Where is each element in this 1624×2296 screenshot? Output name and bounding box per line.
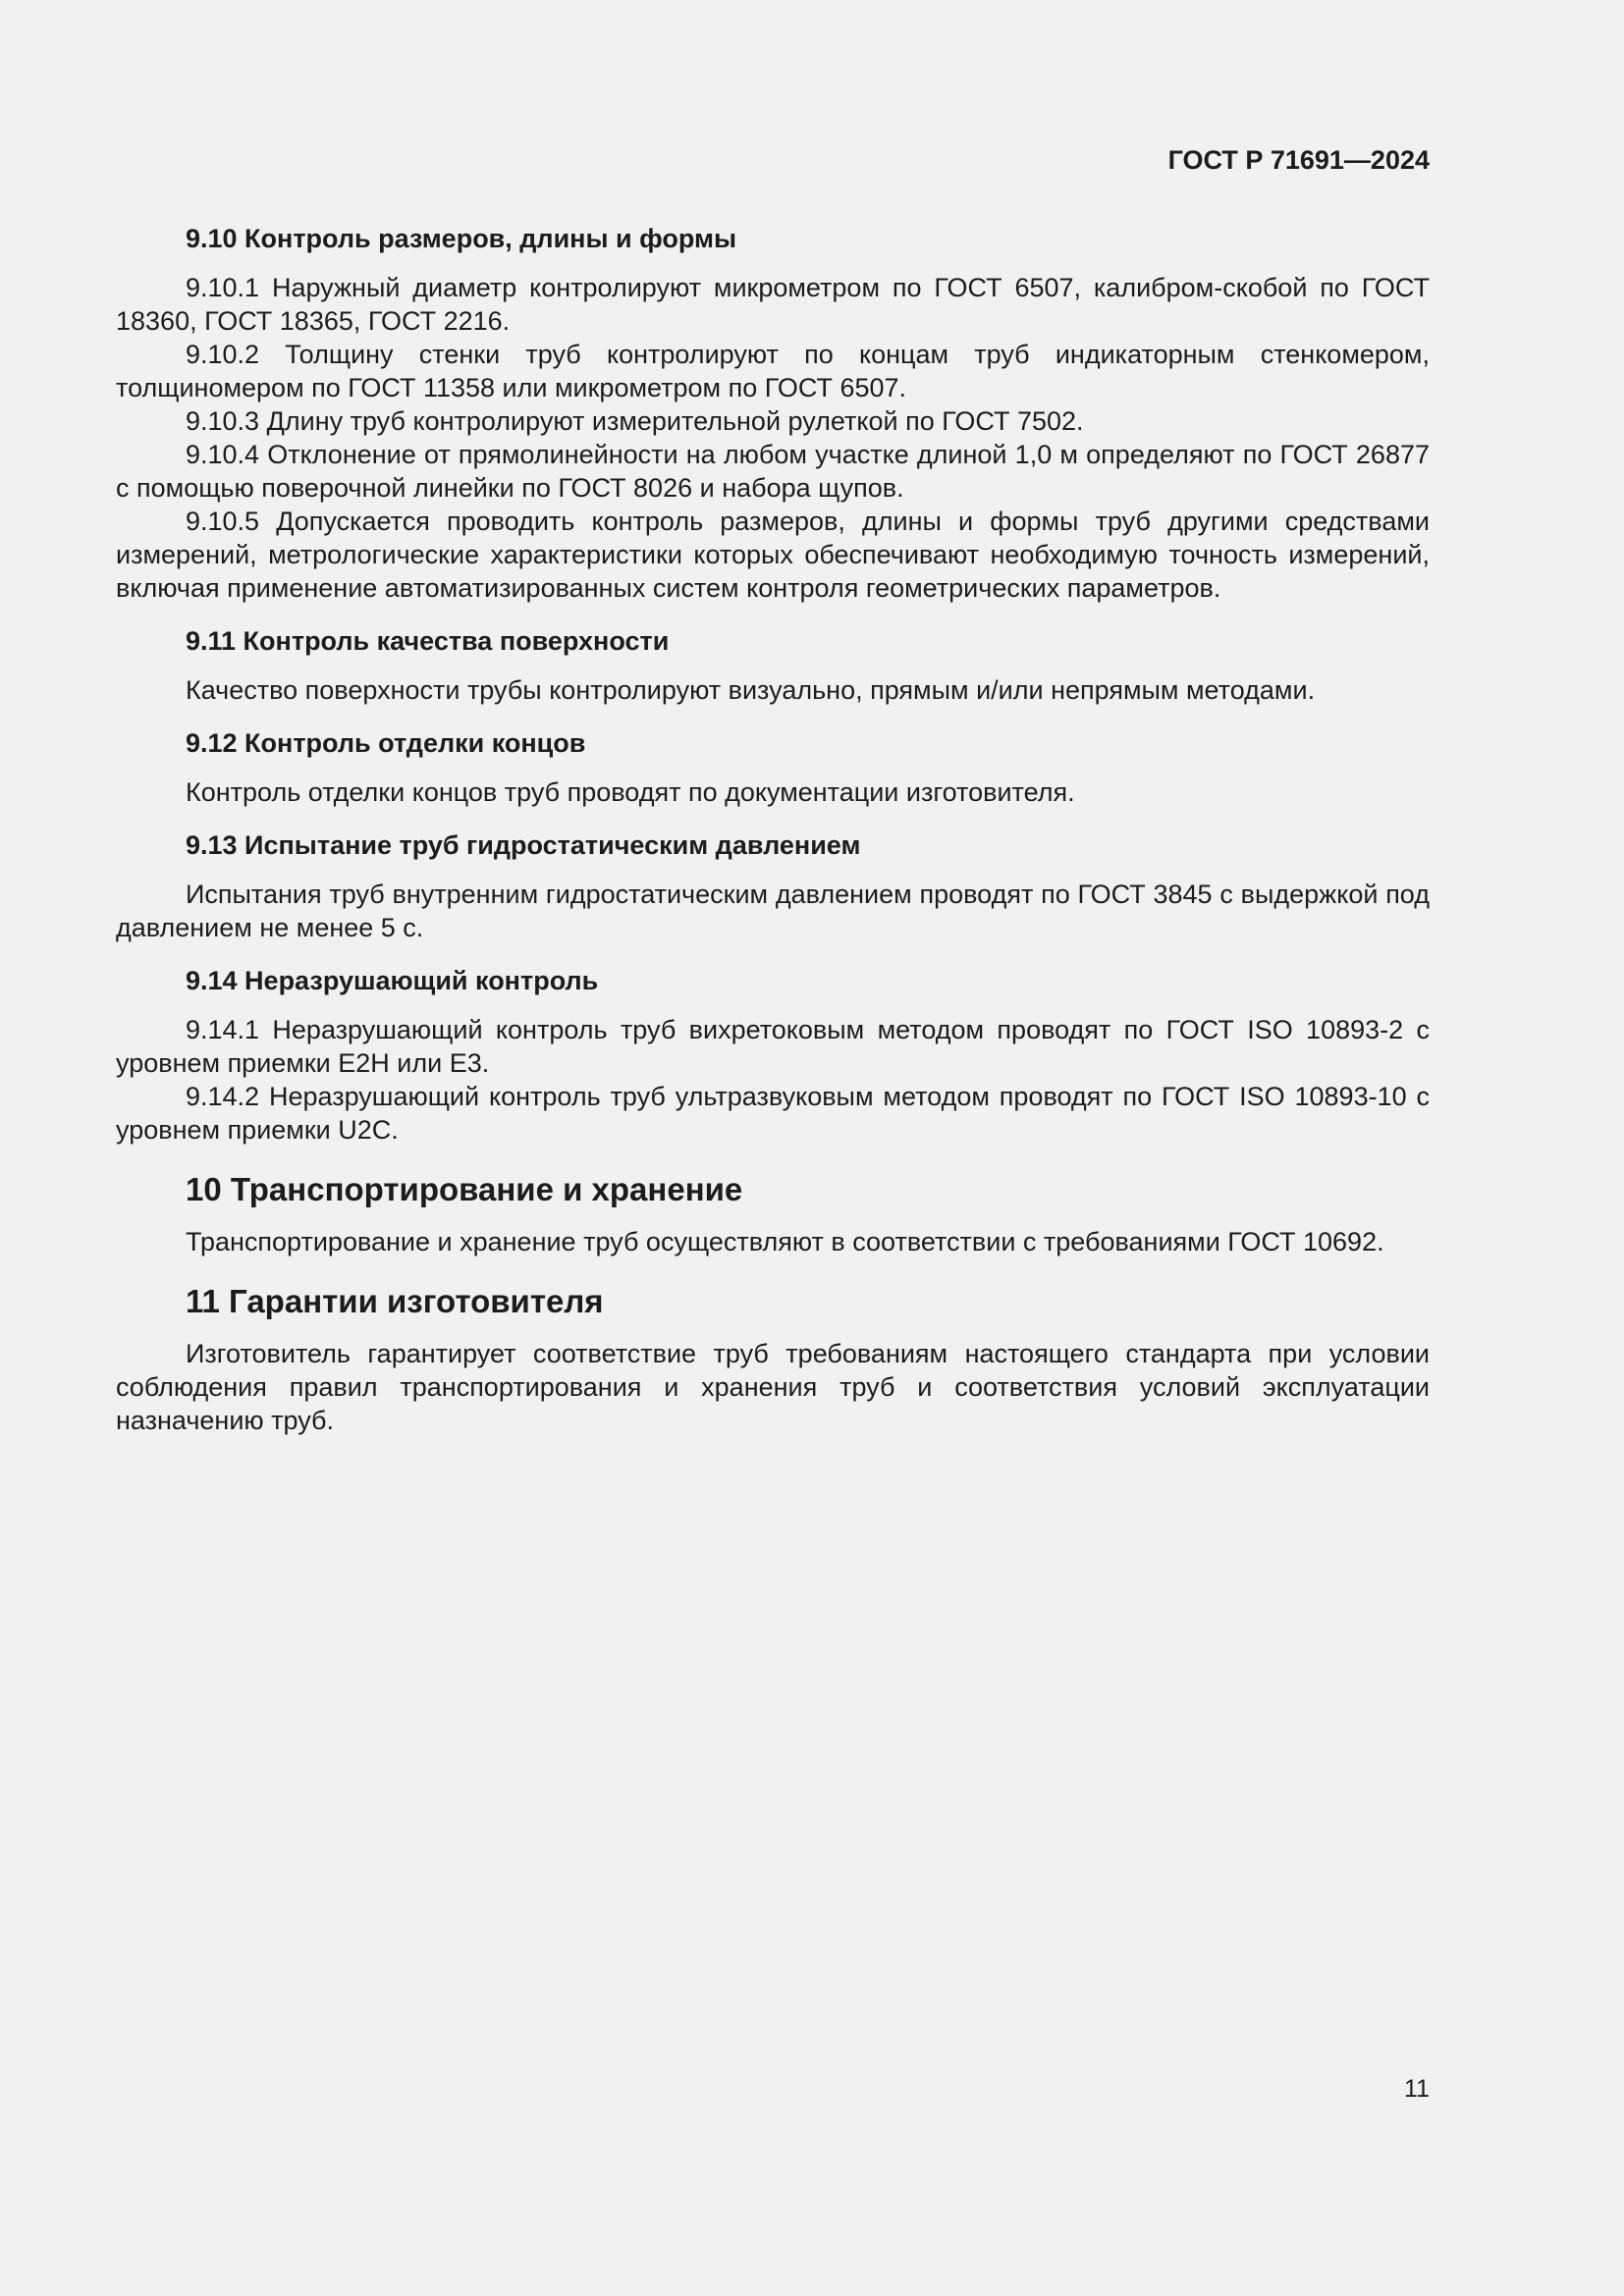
paragraph: Изготовитель гарантирует соответствие труб требованиям настоящего стандарта при условии соблюдения правил транспортирования и хранения труб и соответствия условий эксплуатации назначению труб. bbox=[116, 1339, 1430, 1435]
paragraph: Испытания труб внутренним гидростатическим давлением проводят по ГОСТ 3845 с выдержкой под давлением не менее 5 с. bbox=[116, 880, 1430, 942]
document-standard-id: ГОСТ Р 71691—2024 bbox=[1167, 145, 1430, 175]
subsection-9-13 bbox=[116, 828, 1430, 944]
paragraph: 9.10.3 Длину труб контролируют измерительной рулеткой по ГОСТ 7502. bbox=[186, 406, 1084, 436]
section-10 bbox=[116, 1170, 1430, 1258]
subsection-title: 9.14 Неразрушающий контроль bbox=[186, 966, 599, 995]
paragraph: Контроль отделки концов труб проводят по документации изготовителя. bbox=[186, 777, 1075, 807]
section-title: 11 Гарантии изготовителя bbox=[186, 1283, 604, 1319]
section-title: 10 Транспортирование и хранение bbox=[186, 1171, 743, 1207]
subsection-title: 9.12 Контроль отделки концов bbox=[186, 728, 586, 758]
paragraph: Транспортирование и хранение труб осуществляют в соответствии с требованиями ГОСТ 10692. bbox=[186, 1227, 1384, 1256]
subsection-9-12 bbox=[116, 726, 1430, 809]
subsection-title: 9.13 Испытание труб гидростатическим давлением bbox=[186, 830, 861, 860]
paragraph: 9.14.2 Неразрушающий контроль труб ультразвуковым методом проводят по ГОСТ ISO 10893-10 с уровнем приемки U2C. bbox=[116, 1082, 1430, 1145]
subsection-9-14 bbox=[116, 964, 1430, 1147]
subsection-title: 9.10 Контроль размеров, длины и формы bbox=[186, 224, 737, 253]
subsection-9-11 bbox=[116, 624, 1430, 707]
page-number: 11 bbox=[1404, 2075, 1430, 2103]
section-11 bbox=[116, 1282, 1430, 1437]
paragraph: 9.10.1 Наружный диаметр контролируют микрометром по ГОСТ 6507, калибром-скобой по ГОСТ 18360, ГОСТ 18365, ГОСТ 2216. bbox=[116, 273, 1430, 336]
paragraph: 9.14.1 Неразрушающий контроль труб вихретоковым методом проводят по ГОСТ ISO 10893-2 с уровнем приемки E2H или E3. bbox=[116, 1015, 1430, 1078]
document-body bbox=[116, 222, 1430, 1457]
paragraph: 9.10.4 Отклонение от прямолинейности на любом участке длиной 1,0 м определяют по ГОСТ 26877 с помощью поверочной линейки по ГОСТ 8026 и набора щупов. bbox=[116, 440, 1430, 503]
subsection-9-10 bbox=[116, 222, 1430, 605]
subsection-title: 9.11 Контроль качества поверхности bbox=[186, 626, 670, 656]
paragraph: Качество поверхности трубы контролируют визуально, прямым и/или непрямым методами. bbox=[186, 675, 1316, 705]
paragraph: 9.10.5 Допускается проводить контроль размеров, длины и формы труб другими средствами измерений, метрологические характеристики которых обеспечивают необходимую точность измерений, включая применение автоматизированных систем контроля геометрических параметров. bbox=[116, 507, 1430, 603]
paragraph: 9.10.2 Толщину стенки труб контролируют по концам труб индикаторным стенкомером, толщиномером по ГОСТ 11358 или микрометром по ГОСТ 6507. bbox=[116, 340, 1430, 402]
